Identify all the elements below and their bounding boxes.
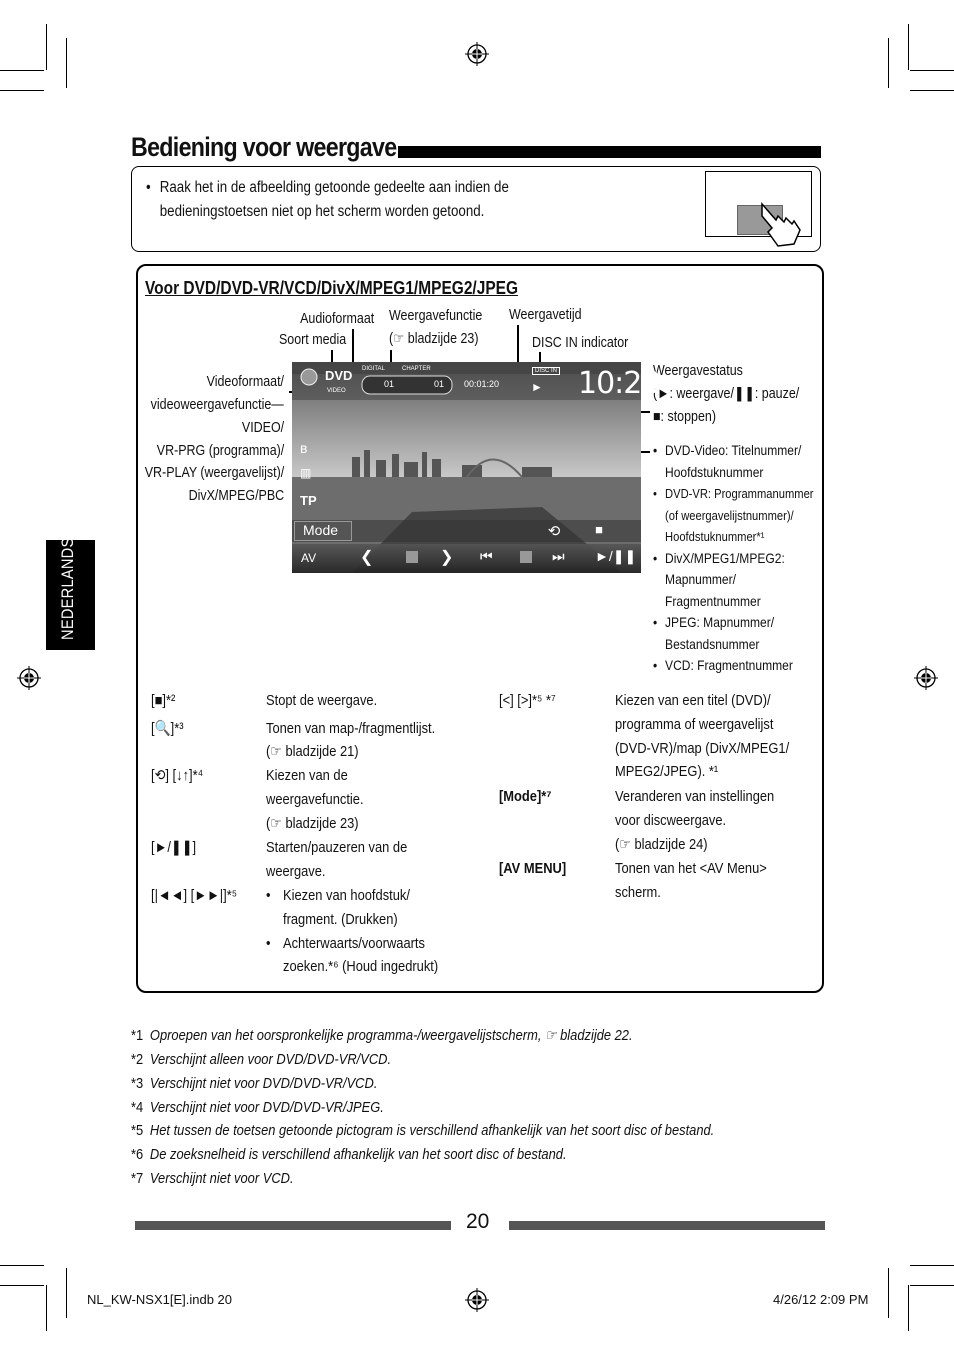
footnote-mark: *7	[131, 1170, 144, 1187]
screen-title-no: 01	[384, 379, 395, 389]
player-screen	[292, 362, 660, 591]
ctrl-desc-repeat: (☞ bladzijde 23)	[266, 815, 359, 832]
footnote-text: Verschijnt niet voor DVD/DVD-VR/VCD.	[149, 1075, 378, 1092]
info-line: Bestandsnummer	[665, 635, 760, 652]
next-title-button[interactable]: ❯	[440, 549, 454, 566]
footnote	[131, 1096, 384, 1120]
screen-video: VIDEO	[327, 388, 346, 394]
ctrl-key-search: [🔍]*³	[151, 720, 184, 737]
footnote-mark: *5	[131, 1122, 144, 1139]
ctrl-key-title: [<] [>]*⁵ *⁷	[499, 692, 556, 709]
info-item: • JPEG: Mapnummer/	[653, 614, 775, 630]
label-weergavefunctie: Weergavefunctie	[389, 308, 483, 324]
footnote	[131, 1072, 377, 1096]
ctrl-key-repeat: [⟲] [↓↑]*⁴	[151, 767, 204, 784]
label-audioformaat: Audioformaat	[299, 311, 374, 327]
crop-mark	[66, 1268, 67, 1318]
footnote-text: Oproepen van het oorspronkelijke programma-/weergavelijstscherm, ☞ bladzijde 22.	[149, 1027, 633, 1044]
info-item: • VCD: Fragmentnummer	[653, 657, 793, 673]
footnote-mark: *3	[131, 1075, 144, 1092]
info-line: Mapnummer/	[665, 571, 736, 587]
page-title: Bediening voor weergave	[131, 132, 397, 162]
crop-mark	[888, 1268, 889, 1318]
slug-left: NL_KW-NSX1[E].indb 20	[87, 1292, 232, 1307]
label-soort-media: Soort media	[278, 332, 346, 348]
ctrl-key-play-pause: [►/❚❚]	[151, 839, 197, 856]
ctrl-desc-skip: fragment. (Drukken)	[283, 911, 398, 928]
ctrl-desc-mode: (☞ bladzijde 24)	[615, 836, 708, 853]
equalizer-icon[interactable]: ▥	[300, 466, 312, 480]
footnote-mark: *2	[131, 1051, 144, 1068]
label-weergavefunctie-ref: (☞ bladzijde 23)	[389, 331, 479, 347]
info-item: • DVD-Video: Titelnummer/	[653, 442, 802, 458]
info-line: VCD: Fragmentnummer	[665, 657, 793, 673]
mode-button[interactable]: Mode	[294, 521, 352, 541]
footnote	[131, 1119, 714, 1143]
label-videoformaat-0: Videoformaat/	[206, 374, 284, 390]
bluetooth-icon: ʙ	[300, 440, 308, 456]
ctrl-desc-play-pause: Starten/pauzeren van de	[266, 839, 408, 856]
screen-clock: 10:28	[578, 366, 660, 401]
screen-disc-in: DISC IN	[532, 367, 560, 375]
label-weergavestatus-1: (►: weergave/❚❚: pauze/	[653, 386, 800, 402]
ctrl-desc-search: Tonen van map-/fragmentlijst.	[266, 720, 436, 737]
page-number: 20	[466, 1210, 490, 1233]
title-indicator-icon	[406, 551, 418, 563]
crop-mark	[908, 1285, 909, 1331]
footnote	[131, 1167, 294, 1191]
crop-mark	[0, 1265, 44, 1266]
info-line: DVD-Video: Titelnummer/	[665, 442, 802, 458]
ctrl-desc-av-menu: Tonen van het <AV Menu>	[615, 860, 767, 877]
screen-chapter: CHAPTER	[402, 366, 431, 372]
footnote-mark: *6	[131, 1146, 144, 1163]
screen-digital: DIGITAL	[362, 366, 385, 372]
crop-mark	[910, 1265, 954, 1266]
info-line: DVD-VR: Programmanummer	[665, 486, 814, 501]
page-bar-left	[135, 1221, 451, 1230]
label-videoformaat-2: VIDEO/	[241, 420, 284, 436]
side-tab-label: NEDERLANDS	[58, 537, 77, 640]
ctrl-desc-title: programma of weergavelijst	[615, 716, 774, 733]
footnote-mark: *1	[131, 1027, 144, 1044]
label-videoformaat-4: VR-PLAY (weergavelijst)/	[144, 465, 284, 481]
info-line: Hoofdstuknummer	[665, 463, 764, 480]
footnote	[131, 1143, 567, 1167]
tip-text-content: Raak het in de afbeelding getoonde gedeelte aan indien de bedieningstoetsen niet op het scherm worden getoond.	[159, 179, 509, 220]
footnote-text: De zoeksnelheid is verschillend afhankelijk van het soort disc of bestand.	[149, 1146, 567, 1163]
crop-mark	[910, 1285, 954, 1286]
tip-text: • Raak het in de afbeelding getoonde gedeelte aan indien de bedieningstoetsen niet op het scherm worden getoond.	[146, 176, 615, 224]
repeat-button[interactable]: ⟲	[547, 523, 561, 540]
ctrl-key-stop: [■]*²	[151, 692, 176, 709]
ctrl-desc-title: Kiezen van een titel (DVD)/	[615, 692, 771, 709]
ctrl-desc-stop: Stopt de weergave.	[266, 692, 378, 709]
stop-button[interactable]: ■	[595, 522, 603, 537]
screen-chapter-no: 01	[434, 379, 445, 389]
play-status-icon: ►	[531, 380, 543, 394]
info-item: • DVD-VR: Programmanummer	[653, 486, 814, 501]
ctrl-bullet: •	[266, 887, 271, 904]
ctrl-desc-av-menu: scherm.	[615, 884, 661, 901]
ctrl-key-skip: [|◄◄] [►►|]*⁵	[151, 887, 238, 904]
info-item: • DivX/MPEG1/MPEG2:	[653, 549, 785, 566]
footnote-text: Verschijnt niet voor DVD/DVD-VR/JPEG.	[149, 1099, 384, 1116]
footnote	[131, 1024, 633, 1048]
slug-right: 4/26/12 2:09 PM	[773, 1292, 869, 1307]
label-videoformaat-1: videoweergavefunctie—	[150, 397, 284, 413]
section-title: Voor DVD/DVD-VR/VCD/DivX/MPEG1/MPEG2/JPEG	[145, 278, 519, 298]
crop-mark	[0, 1285, 44, 1286]
play-pause-button[interactable]: ►/❚❚	[595, 548, 637, 564]
ctrl-desc-play-pause: weergave.	[266, 863, 326, 880]
ctrl-desc-search: (☞ bladzijde 21)	[266, 743, 359, 760]
ctrl-desc-skip: Kiezen van hoofdstuk/	[283, 887, 410, 904]
crop-mark	[46, 1285, 47, 1331]
ctrl-desc-mode: voor discweergave.	[615, 812, 727, 829]
prev-title-button[interactable]: ❮	[360, 549, 374, 566]
ctrl-desc-title: MPEG2/JPEG). *¹	[615, 763, 719, 780]
screen-media: DVD	[325, 368, 353, 383]
info-line: JPEG: Mapnummer/	[665, 614, 775, 630]
ctrl-desc-skip: Achterwaarts/voorwaarts	[283, 935, 425, 952]
footnote-mark: *4	[131, 1099, 144, 1116]
info-line: DivX/MPEG1/MPEG2:	[665, 549, 785, 566]
screen-tp: TP	[300, 493, 317, 508]
ctrl-desc-repeat: Kiezen van de	[266, 767, 348, 784]
ctrl-desc-skip: zoeken.*⁶ (Houd ingedrukt)	[283, 958, 439, 975]
info-line: Fragmentnummer	[665, 592, 761, 609]
label-videoformaat-5: DivX/MPEG/PBC	[188, 488, 284, 504]
screen-time: 00:01:20	[464, 379, 500, 389]
skip-forward-button[interactable]: ⏭	[552, 548, 565, 564]
ctrl-desc-mode: Veranderen van instellingen	[615, 788, 775, 805]
footnote-text: Het tussen de toetsen getoonde pictogram is verschillend afhankelijk van het soort disc of bestand.	[149, 1122, 715, 1139]
page-bar-right	[509, 1221, 825, 1230]
label-disc-in: DISC IN indicator	[532, 335, 629, 351]
info-line: (of weergavelijstnummer)/	[665, 507, 794, 523]
ctrl-key-av-menu: [AV MENU]	[499, 860, 567, 877]
info-line: Hoofdstuknummer*¹	[665, 529, 765, 544]
ctrl-desc-title: (DVD-VR)/map (DivX/MPEG1/	[615, 740, 790, 757]
av-menu-button[interactable]: AV MENU	[301, 551, 337, 591]
label-weergavestatus-2: ■: stoppen)	[653, 409, 716, 425]
footnote-text: Verschijnt niet voor VCD.	[149, 1170, 294, 1187]
skip-back-button[interactable]: ⏮	[480, 548, 493, 564]
chapter-indicator-icon	[520, 551, 532, 563]
footnote-text: Verschijnt alleen voor DVD/DVD-VR/VCD.	[149, 1051, 392, 1068]
label-weergavetijd: Weergavetijd	[509, 307, 582, 323]
footnote	[131, 1048, 391, 1072]
registration-mark-icon	[465, 1288, 489, 1312]
ctrl-bullet: •	[266, 935, 271, 952]
ctrl-key-mode: [Mode]*⁷	[499, 788, 552, 805]
label-weergavestatus: Weergavestatus	[653, 363, 743, 379]
ctrl-desc-repeat: weergavefunctie.	[266, 791, 364, 808]
label-videoformaat-3: VR-PRG (programma)/	[156, 443, 284, 459]
